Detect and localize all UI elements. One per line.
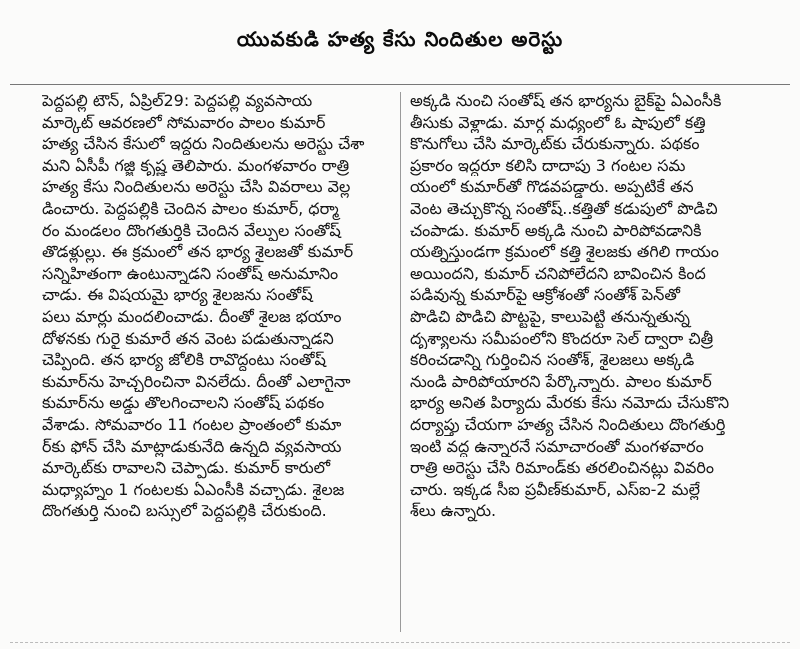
headline: యువకుడి హత్య కేసు నిందితుల అరెస్టు: [236, 26, 564, 51]
left-line: హత్య కేసు నిందితులను అరెస్టు చేసి వివరాలు వెల్ల: [42, 177, 351, 197]
left-line: మని ఏసీపీ గజ్జి కృష్ణ తెలిపారు. మంగళవారం రాత్రి: [42, 155, 350, 175]
right-line: ఇంటి వద్ద ఉన్నారనే సమాచారంతో మంగళవారం: [410, 436, 704, 456]
right-line: దర్యాప్తు చేయగా హత్య చేసిన నిందితులు దొంగతుర్తి: [410, 414, 726, 434]
right-line: పొడిచి పొడిచి పొట్టపై, కాలుపెట్టి తనున్నతున్న: [410, 306, 690, 326]
left-line: వేశాడు. సోమవారం 11 గంటల ప్రాంతంలో కుమా: [42, 414, 342, 434]
right-line: పడివున్న కుమార్‌పై ఆక్రోశంతో సంతోశ్ పెన్‌తో: [410, 285, 680, 305]
column-divider: [400, 92, 401, 632]
right-line: అయిందని, కుమార్ చనిపోలేదని బావించిన కింద: [410, 263, 706, 283]
left-line: పెద్దపల్లి టౌన్, ఏప్రిల్29: పెద్దపల్లి వ్యవసాయ: [42, 91, 313, 110]
left-line: హత్య చేసిన కేసులో ఇద్దరు నిందితులను అరెస్టు చేశా: [42, 134, 365, 154]
left-line: దోళనకు గురై కుమారే తన వెంట పడుతున్నాడని: [42, 328, 334, 348]
left-line: మధ్యాహ్నం 1 గంటలకు ఏఎంసీకి వచ్చాడు. శైలజ: [42, 479, 345, 499]
right-line: శ్‌లు ఉన్నారు.: [410, 501, 497, 521]
bottom-rule: [10, 642, 790, 643]
right-line: రాత్రి అరెస్టు చేసి రిమాండ్‌కు తరలించినట్లు వివరిం: [410, 458, 714, 478]
right-line: చంపాడు. కుమార్ అక్కడి నుంచి పారిపోవడానికి: [410, 220, 702, 240]
left-line: డించారు. పెద్దపల్లికి చెందిన పాలం కుమార్, ధర్మా: [42, 198, 339, 218]
left-line: మార్కెట్‌కు రావాలని చెప్పాడు. కుమార్ కారులో: [42, 458, 331, 478]
right-line: భార్య అనిత పిర్యాదు మేరకు కేసు నమోదు చేసుకొని: [410, 393, 730, 413]
right-line: తీసుకు వెళ్లాడు. మార్గ మధ్యంలో ఓ షాపులో కత్తి: [410, 112, 706, 132]
left-line: దొంగతుర్తి నుంచి బస్సులో పెద్దపల్లికి చేరుకుంది.: [42, 501, 327, 521]
left-line: ర్‌కు ఫోన్ చేసి మాట్లాడుకునేది ఉన్నది వ్యవసాయ: [42, 436, 342, 456]
left-line: సన్నిహితంగా ఉంటున్నాడని సంతోష్ అనుమానిం: [42, 263, 339, 283]
right-line: అక్కడి నుంచి సంతోష్ తన భార్యను బైక్‌పై ఏఎంసీకి: [410, 91, 722, 110]
right-line: వెంట తెచ్చుకొన్న సంతోష్..కత్తితో కడుపులో పొడిచి: [410, 198, 718, 218]
right-line: ప్రకారం ఇద్దరూ కలిసి దాదాపు 3 గంటల సమ: [410, 155, 686, 175]
right-column: [410, 90, 755, 522]
right-line: యంలో కుమార్‌తో గొడవపడ్డారు. అప్పటికే తన: [410, 177, 694, 197]
left-line: కుమార్‌ను అడ్డు తొలగించాలని సంతోష్ పథకం: [42, 393, 325, 413]
right-line: నుండి పారిపోయారని పేర్కొన్నారు. పాలం కుమార్: [410, 371, 712, 391]
right-line: చారు. ఇక్కడ సీఐ ప్రవీణ్‌కుమార్, ఎస్ఐ-2 మల్లే: [410, 479, 700, 499]
right-line: కొనుగోలు చేసి మార్కెట్‌కు చేరుకున్నారు. పథకం: [410, 134, 700, 154]
right-line: కరించడాన్ని గుర్తించిన సంతోశ్, శైలజలు అక్కడి: [410, 350, 695, 370]
headline-rule: [10, 84, 790, 85]
left-line: తొడళ్లుల్లు. ఈ క్రమంలో తన భార్య శైలజతో కుమార్: [42, 242, 354, 262]
left-line: కుమార్‌ను హెచ్చరించినా వినలేదు. దీంతో ఎలాగైనా: [42, 371, 351, 391]
left-line: పలు మార్లు మందలించాడు. దీంతో శైలజ భయాం: [42, 306, 342, 326]
left-column: [42, 90, 390, 522]
left-line: మార్కెట్ ఆవరణలో సోమవారం పాలం కుమార్: [42, 112, 326, 132]
right-line: యత్నిస్తుండగా క్రమంలో కత్తి శైలజకు తగిలి గాయం: [410, 242, 719, 262]
left-line: చాడు. ఈ విషయమై భార్య శైలజను సంతోష్: [42, 285, 313, 305]
left-line: రం మండలం దొంగతుర్తికి చెందిన వేల్పుల సంతోష్: [42, 220, 341, 240]
right-line: దృశ్యాలను సమీపంలోని కొందరూ సెల్ ద్వారా చిత్రీ: [410, 328, 714, 348]
left-line: చెప్పింది. తన భార్య జోలికి రావొద్దంటు సంతోష్: [42, 350, 326, 370]
